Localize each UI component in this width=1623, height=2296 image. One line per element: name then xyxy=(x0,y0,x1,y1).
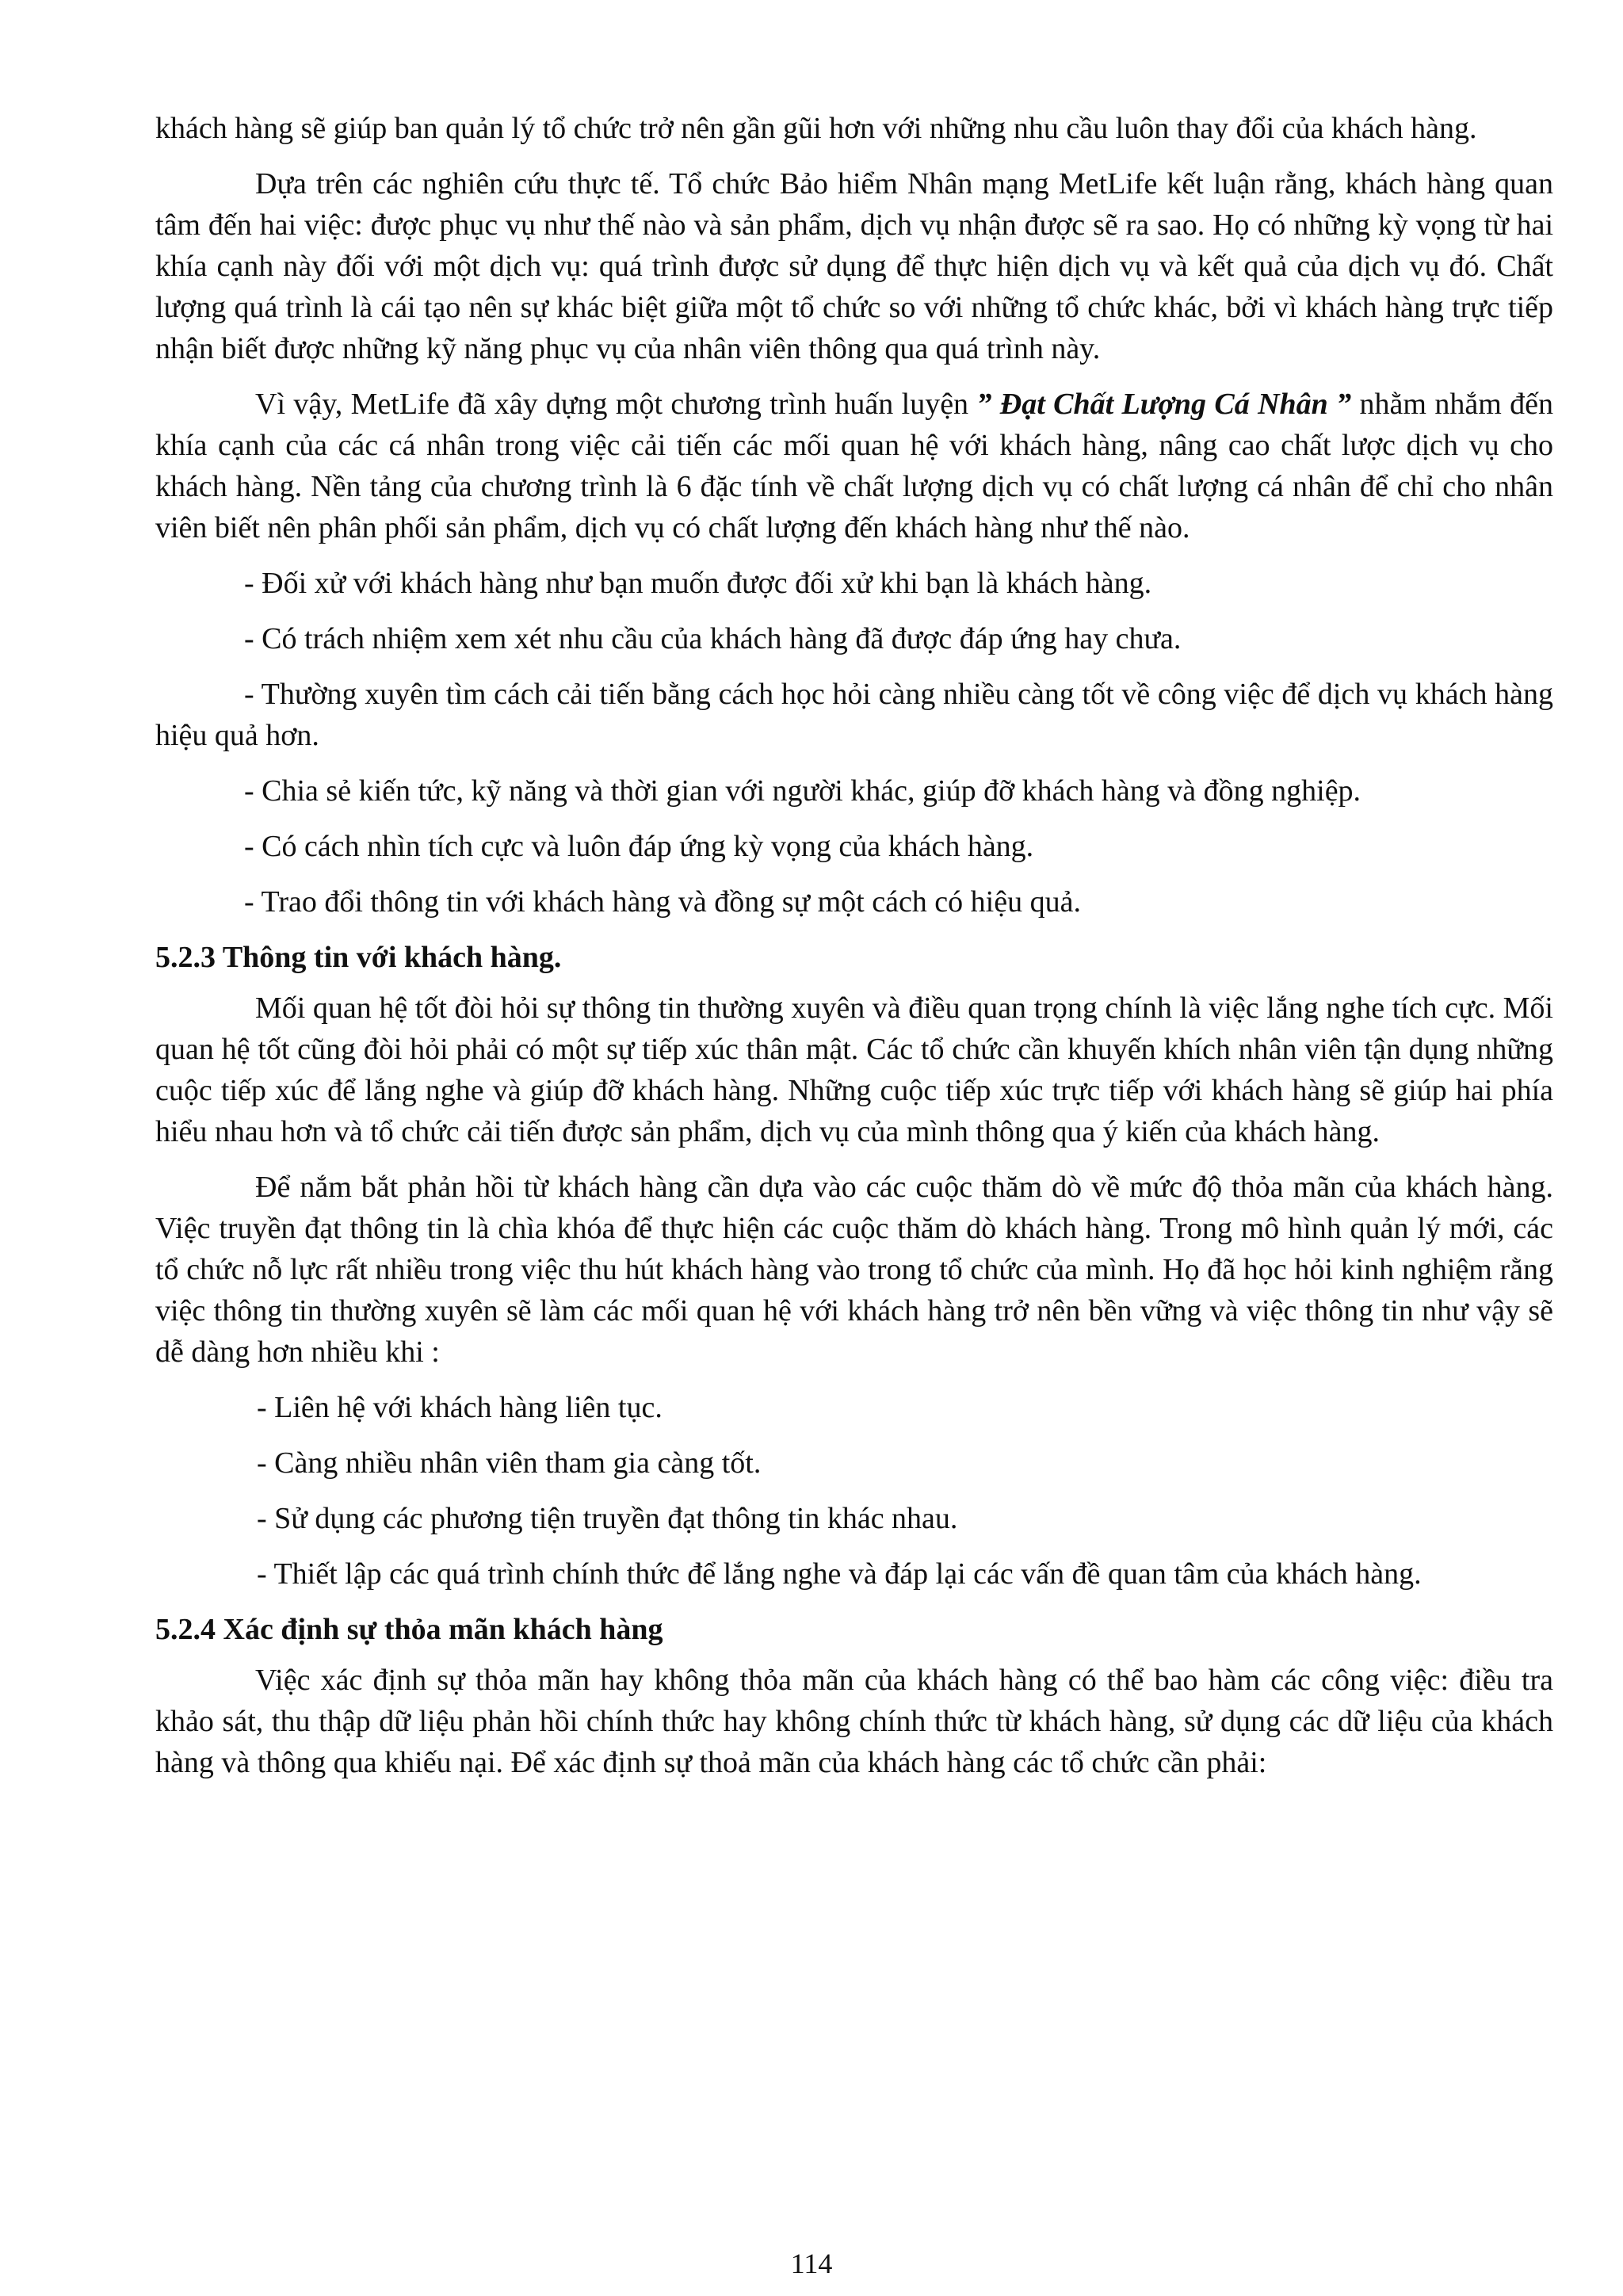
list-item: - Thiết lập các quá trình chính thức để lắng nghe và đáp lại các vấn đề quan tâm của khách hàng. xyxy=(257,1557,1422,1591)
section-heading-5-2-4: 5.2.4 Xác định sự thỏa mãn khách hàng xyxy=(155,1613,663,1646)
list-item: - Sử dụng các phương tiện truyền đạt thông tin khác nhau. xyxy=(257,1502,958,1535)
program-title: ” Đạt Chất Lượng Cá Nhân ” xyxy=(976,388,1352,421)
paragraph-metlife-research: Dựa trên các nghiên cứu thực tế. Tổ chức Bảo hiểm Nhân mạng MetLife kết luận rằng, khách hàng quan tâm đến hai việc: được phục vụ như thế nào và sản phẩm, dịch vụ nhận được sẽ ra sao. Họ có những kỳ vọng từ hai khía cạnh này đối với một dịch vụ: quá trình được sử dụng để thực hiện dịch vụ và kết quả của dịch vụ đó. Chất lượng quá trình là cái tạo nên sự khác biệt giữa một tổ chức so với những tổ chức khác, bởi vì khách hàng trực tiếp nhận biết được những kỹ năng phục vụ của nhân viên thông qua quá trình này. xyxy=(155,167,1553,365)
paragraph-continuation: khách hàng sẽ giúp ban quản lý tổ chức trở nên gần gũi hơn với những nhu cầu luôn thay đổi của khách hàng. xyxy=(155,112,1477,145)
list-item: - Đối xử với khách hàng như bạn muốn được đối xử khi bạn là khách hàng. xyxy=(244,567,1152,600)
paragraph-feedback: Để nắm bắt phản hồi từ khách hàng cần dựa vào các cuộc thăm dò về mức độ thỏa mãn của khách hàng. Việc truyền đạt thông tin là chìa khóa để thực hiện các cuộc thăm dò khách hàng. Trong mô hình quản lý mới, các tổ chức nỗ lực rất nhiều trong việc thu hút khách hàng vào trong tổ chức của mình. Họ đã học hỏi kinh nghiệm rằng việc thông tin thường xuyên sẽ làm các mối quan hệ với khách hàng trở nên bền vững và việc thông tin như vậy sẽ dễ dàng hơn nhiều khi : xyxy=(155,1171,1553,1369)
program-intro-text: Vì vậy, MetLife đã xây dựng một chương trình huấn luyện xyxy=(255,388,977,421)
paragraph-metlife-program xyxy=(155,384,1553,548)
program-description-text: nhằm nhắm đến khía cạnh của các cá nhân trong việc cải tiến các mối quan hệ với khách hàng, nâng cao chất lược dịch vụ cho khách hàng. Nền tảng của chương trình là 6 đặc tính về chất lượng dịch vụ có chất lượng cá nhân để chỉ cho nhân viên biết nên phân phối sản phẩm, dịch vụ có chất lượng đến khách hàng như thế nào. xyxy=(155,388,1553,544)
list-item: - Trao đổi thông tin với khách hàng và đồng sự một cách có hiệu quả. xyxy=(244,885,1081,919)
list-item: - Có cách nhìn tích cực và luôn đáp ứng kỳ vọng của khách hàng. xyxy=(244,830,1034,863)
page-number: 114 xyxy=(790,2248,833,2279)
section-heading-5-2-3: 5.2.3 Thông tin với khách hàng. xyxy=(155,941,562,974)
list-item: - Có trách nhiệm xem xét nhu cầu của khách hàng đã được đáp ứng hay chưa. xyxy=(244,622,1182,655)
paragraph-communication: Mối quan hệ tốt đòi hỏi sự thông tin thường xuyên và điều quan trọng chính là việc lắng nghe tích cực. Mối quan hệ tốt cũng đòi hỏi phải có một sự tiếp xúc thân mật. Các tổ chức cần khuyến khích nhân viên tận dụng những cuộc tiếp xúc để lắng nghe và giúp đỡ khách hàng. Những cuộc tiếp xúc trực tiếp với khách hàng sẽ giúp hai phía hiểu nhau hơn và tổ chức cải tiến được sản phẩm, dịch vụ của mình thông qua ý kiến của khách hàng. xyxy=(155,991,1553,1148)
list-item: - Càng nhiều nhân viên tham gia càng tốt. xyxy=(257,1446,762,1480)
list-item: - Chia sẻ kiến tức, kỹ năng và thời gian với người khác, giúp đỡ khách hàng và đồng nghiệp. xyxy=(244,774,1361,808)
list-item: - Liên hệ với khách hàng liên tục. xyxy=(257,1391,663,1424)
list-item: - Thường xuyên tìm cách cải tiến bằng cách học hỏi càng nhiều càng tốt về công việc để dịch vụ khách hàng hiệu quả hơn. xyxy=(155,678,1553,752)
document-page xyxy=(155,108,1553,1797)
paragraph-satisfaction: Việc xác định sự thỏa mãn hay không thỏa mãn của khách hàng có thể bao hàm các công việc: điều tra khảo sát, thu thập dữ liệu phản hồi chính thức hay không chính thức từ khách hàng, sử dụng các dữ liệu của khách hàng và thông qua khiếu nại. Để xác định sự thoả mãn của khách hàng các tổ chức cần phải: xyxy=(155,1664,1553,1779)
